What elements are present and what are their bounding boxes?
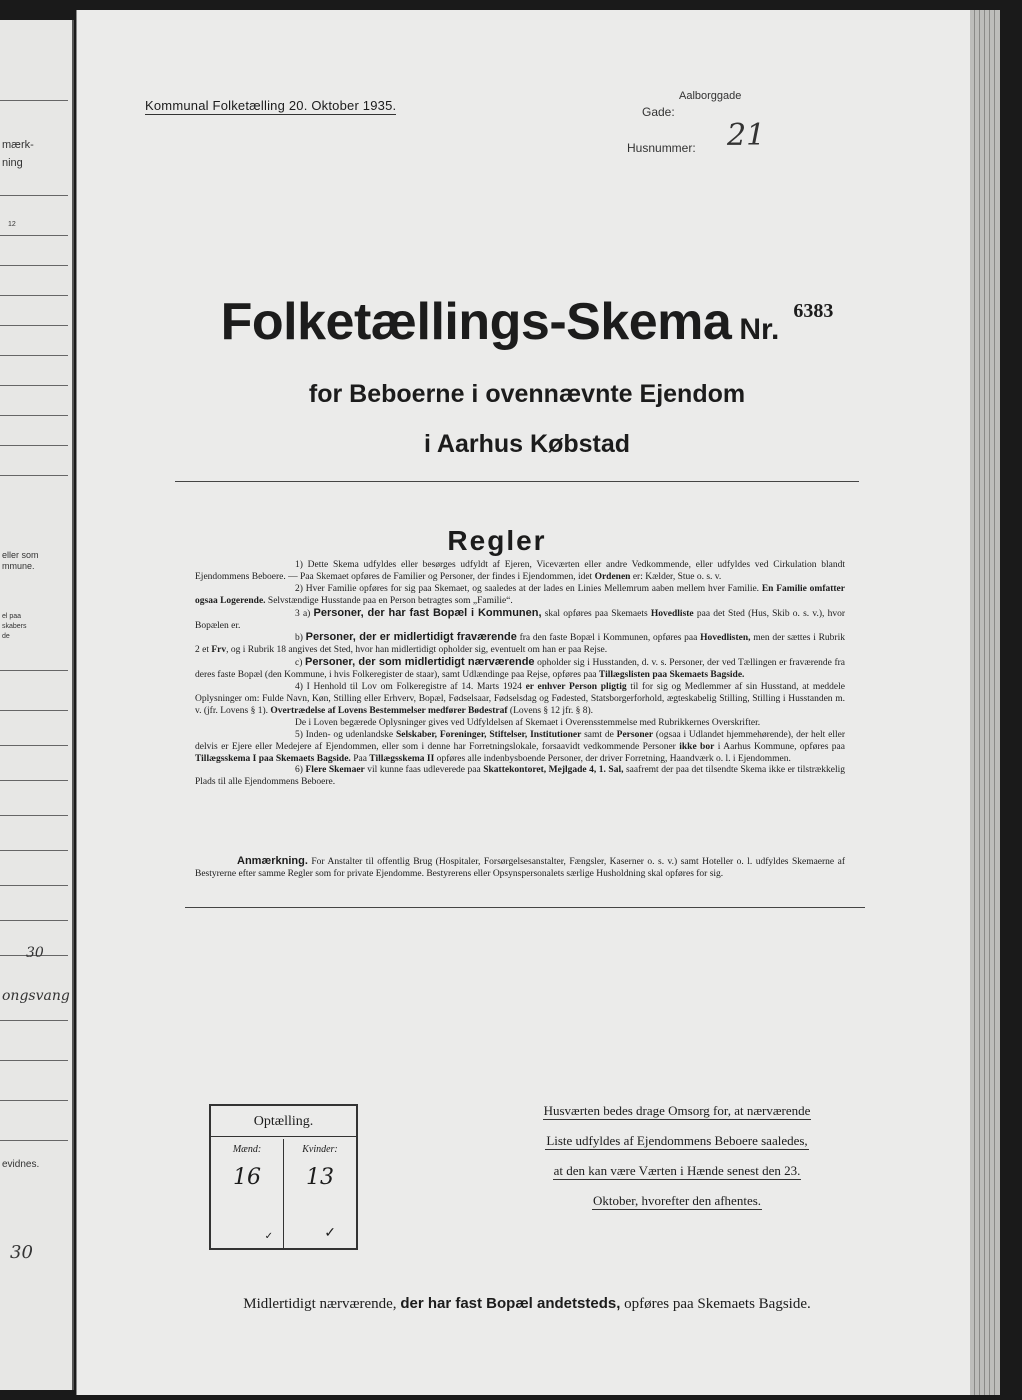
rules-heading: Regler xyxy=(447,525,547,556)
left-text: evidnes. xyxy=(2,1159,40,1170)
women-label: Kvinder: xyxy=(302,1144,338,1155)
left-text: mærk- xyxy=(2,139,34,151)
remark-text: For Anstalter til offentlig Brug (Hospitaler, Forsørgelsesanstalter, Fængsler, Kaserner o. s. v.) samt Hoteller o. l. udfyldes Skemaerne af Bestyrerne efter samme Regler som for private Ejendomme. Bestyrerens eller Opsynspersonalets særlige Husholdning skal opføres for sig. xyxy=(195,857,845,879)
divider xyxy=(175,481,859,482)
left-handwriting: ongsvang xyxy=(2,988,70,1004)
count-title: Optælling. xyxy=(211,1106,356,1137)
row-rule xyxy=(0,920,68,921)
check-mark: ✓ xyxy=(324,1226,336,1241)
row-rule xyxy=(0,195,68,196)
rule-3b: b) Personer, der er midlertidigt fraværende fra den faste Bopæl i Kommunen, opføres paa Hovedlisten, men der sættes i Rubrik 2 et Frv, og i Rubrik 18 angives det Sted, hvor han midlertidigt opholder sig, eventuelt om han er paa Rejse. xyxy=(195,631,845,656)
left-text: mmune. xyxy=(2,561,35,571)
row-rule xyxy=(0,445,68,446)
row-rule xyxy=(0,850,68,851)
rule-5: 5) Inden- og udenlandske Selskaber, Foreninger, Stiftelser, Institutioner samt de Personer (ogsaa i Udlandet hjemmehørende), der helt eller delvis er Ejere eller Medejere af Ejendommen, eller som i denne har Forretningslokale, forsaavidt vedkommende Personer ikke bor i Aarhus Kommune, opføres paa Tillægsskema I paa Skemaets Bagside. Paa Tillægsskema II opføres alle indenbysboende Personer, der driver Forretning, Haandværk o. l. i Ejendommen. xyxy=(195,729,845,764)
row-rule xyxy=(0,235,68,236)
subtitle-city: i Aarhus Købstad xyxy=(423,430,631,458)
rule-3c: c) Personer, der som midlertidigt nærværende opholder sig i Husstanden, d. v. s. Personer, der ved Tællingen er fraværende fra deres faste Bopæl (den Kommune, i hvis Folkeregister de staar), samt Udlændinge paa Rejse, opføres paa Tillægslisten paa Skemaets Bagside. xyxy=(195,656,845,681)
left-text: skabers xyxy=(2,623,27,630)
row-rule xyxy=(0,1060,68,1061)
count-box xyxy=(209,1104,358,1250)
row-rule xyxy=(0,325,68,326)
rule-2: 2) Hver Familie opføres for sig paa Skemaet, og saaledes at der lades en Linies Mellemrum aaben mellem hver Familie. En Familie omfatter ogsaa Logerende. Selvstændige Husstande paa en Person betragtes som „Familie“. xyxy=(195,583,845,606)
left-text: ning xyxy=(2,157,23,169)
row-rule xyxy=(0,385,68,386)
footer-note: Midlertidigt nærværende, der har fast Bopæl andetsteds, opføres paa Skemaets Bagside. xyxy=(243,1295,811,1312)
row-rule xyxy=(0,355,68,356)
rules-text xyxy=(195,560,845,789)
title-main: Folketællings-Skema xyxy=(220,293,732,351)
divider xyxy=(185,907,865,908)
rule-3a: 3 a) Personer, der har fast Bopæl i Kommunen, skal opføres paa Skemaets Hovedliste paa det Sted (Hus, Skib o. s. v.), hvor Bopælen er. xyxy=(195,606,845,631)
row-rule xyxy=(0,1020,68,1021)
row-rule xyxy=(0,710,68,711)
men-column xyxy=(211,1139,283,1248)
row-rule xyxy=(0,1100,68,1101)
census-header: Kommunal Folketælling 20. Oktober 1935. xyxy=(145,98,397,113)
check-mark: ✓ xyxy=(264,1231,273,1242)
row-rule xyxy=(0,815,68,816)
notice-line: Husværten bedes drage Omsorg for, at nærværende xyxy=(543,1103,811,1118)
rule-6: 6) Flere Skemaer vil kunne faas udleverede paa Skattekontoret, Mejlgade 4, 1. Sal, saafremt der paa det tilsendte Skema ikke er tilstrækkelig Plads til alle Ejendommens Beboere. xyxy=(195,765,845,788)
house-number-label: Husnummer: xyxy=(627,141,696,155)
census-form-page xyxy=(76,10,977,1395)
page-edge xyxy=(970,10,1000,1395)
left-text: el paa xyxy=(2,613,22,620)
rule-1: 1) Dette Skema udfyldes eller besørges udfyldt af Ejeren, Viceværten eller andre Vedkommende, eller udfyldes ved Cirkulation blandt Ejendommens Beboere. — Paa Skemaet opføres de Familier og Personer, der findes i Ejendommen, idet Ordenen er: Kælder, Stue o. s. v. xyxy=(195,560,845,582)
row-rule xyxy=(0,1140,68,1141)
men-count: 16 xyxy=(233,1165,261,1190)
form-title xyxy=(77,292,977,352)
remark xyxy=(195,856,845,881)
house-number-value: 21 xyxy=(727,118,766,153)
row-rule xyxy=(0,265,68,266)
men-label: Mænd: xyxy=(232,1144,262,1155)
row-rule xyxy=(0,780,68,781)
rule-4-note: De i Loven begærede Oplysninger gives ved Udfyldelsen af Skemaet i Overensstemmelse med Rubrikkernes Overskrifter. xyxy=(295,717,761,728)
row-rule xyxy=(0,670,68,671)
notice-line: at den kan være Værten i Hænde senest den 23. xyxy=(553,1163,801,1178)
notice-line: Liste udfyldes af Ejendommens Beboere saaledes, xyxy=(546,1133,808,1148)
street-label: Gade: xyxy=(642,105,675,119)
left-text: 12 xyxy=(8,221,16,228)
row-rule xyxy=(0,745,68,746)
row-rule xyxy=(0,415,68,416)
row-rule xyxy=(0,885,68,886)
rule-4: 4) I Henhold til Lov om Folkeregistre af 14. Marts 1924 er enhver Person pligtig til for sig og Medlemmer af sin Husstand, at meddele Oplysninger om: Fulde Navn, Køn, Stilling eller Erhverv, Bopæl, Fødselsaar, Fødselsdag og Fødested, Statsborgerforhold, ægteskabelig Stilling, Stilling i Husstanden m. v. (jfr. Lovens § 1). Overtrædelse af Lovens Bestemmelser medfører Bødestraf (Lovens § 12 jfr. § 8). xyxy=(195,682,846,716)
row-rule xyxy=(0,100,68,101)
left-text: de xyxy=(2,633,10,640)
subtitle: for Beboerne i ovennævnte Ejendom xyxy=(308,380,746,408)
remark-label: Anmærkning. xyxy=(237,855,308,867)
street-value: Aalborggade xyxy=(679,90,742,102)
form-number: 6383 xyxy=(793,300,834,322)
left-handwriting: 30 xyxy=(26,945,44,961)
women-count: 13 xyxy=(306,1165,334,1190)
notice-line: Oktober, hvorefter den afhentes. xyxy=(592,1193,762,1208)
row-rule xyxy=(0,295,68,296)
women-column xyxy=(283,1139,356,1248)
title-nr: Nr. xyxy=(739,313,780,346)
left-text: eller som xyxy=(2,550,39,560)
row-rule xyxy=(0,475,68,476)
left-handwriting: 30 xyxy=(10,1242,33,1263)
left-page-fragment xyxy=(0,20,74,1390)
landlord-notice xyxy=(507,1096,847,1216)
